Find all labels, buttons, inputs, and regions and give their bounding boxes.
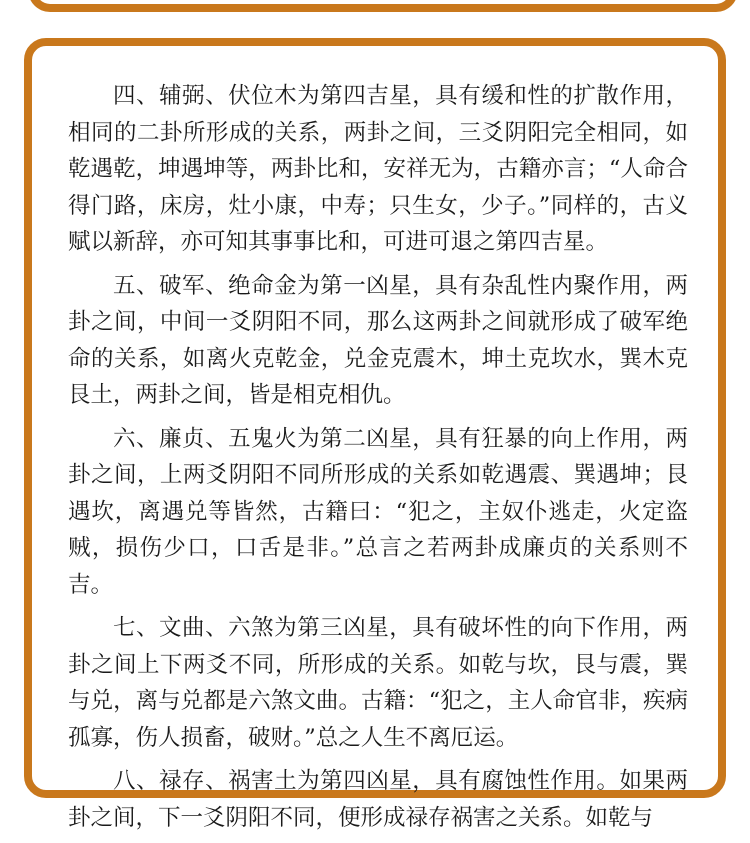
- paragraph-fourth-auspicious-star: 四、辅弼、伏位木为第四吉星，具有缓和性的扩散作用，相同的二卦所形成的关系，两卦之间，三爻阴阳完全相同，如乾遇乾，坤遇坤等，两卦比和，安祥无为，古籍亦言；“人命合得门路，床房，灶小康，中寿；只生女，少子。”同样的，古义赋以新辞，亦可知其事事比和，可进可退之第四吉星。: [68, 83, 688, 255]
- paragraph-second-inauspicious-star: 六、廉贞、五鬼火为第二凶星，具有狂暴的向上作用，两卦之间，上两爻阴阳不同所形成的关系如乾遇震、巽遇坤；艮遇坎，离遇兑等皆然，古籍曰：“犯之，主奴仆逃走，火定盗贼，损伤少口，口舌是非。”总言之若两卦成廉贞的关系则不吉。: [68, 425, 688, 598]
- paragraph-first-inauspicious-star: 五、破军、绝命金为第一凶星，具有杂乱性内聚作用，两卦之间，中间一爻阴阳不同，那么这两卦之间就形成了破军绝命的关系，如离火克乾金，兑金克震木，坤土克坎水，巽木克艮土，两卦之间，皆是相克相仇。: [68, 272, 688, 408]
- article-body: [68, 78, 688, 843]
- paragraph-fourth-inauspicious-star: 八、禄存、祸害土为第四凶星，具有腐蚀性作用。如果两卦之间，下一爻阴阳不同，便形成禄存祸害之关系。如乾与: [68, 768, 688, 831]
- previous-card-border: [28, 0, 738, 12]
- paragraph-third-inauspicious-star: 七、文曲、六煞为第三凶星，具有破坏性的向下作用，两卦之间上下两爻不同，所形成的关系。如乾与坎，艮与震，巽与兑，离与兑都是六煞文曲。古籍：“犯之，主人命官非，疾病孤寡，伤人损畜，破财。”总之人生不离厄运。: [68, 615, 688, 751]
